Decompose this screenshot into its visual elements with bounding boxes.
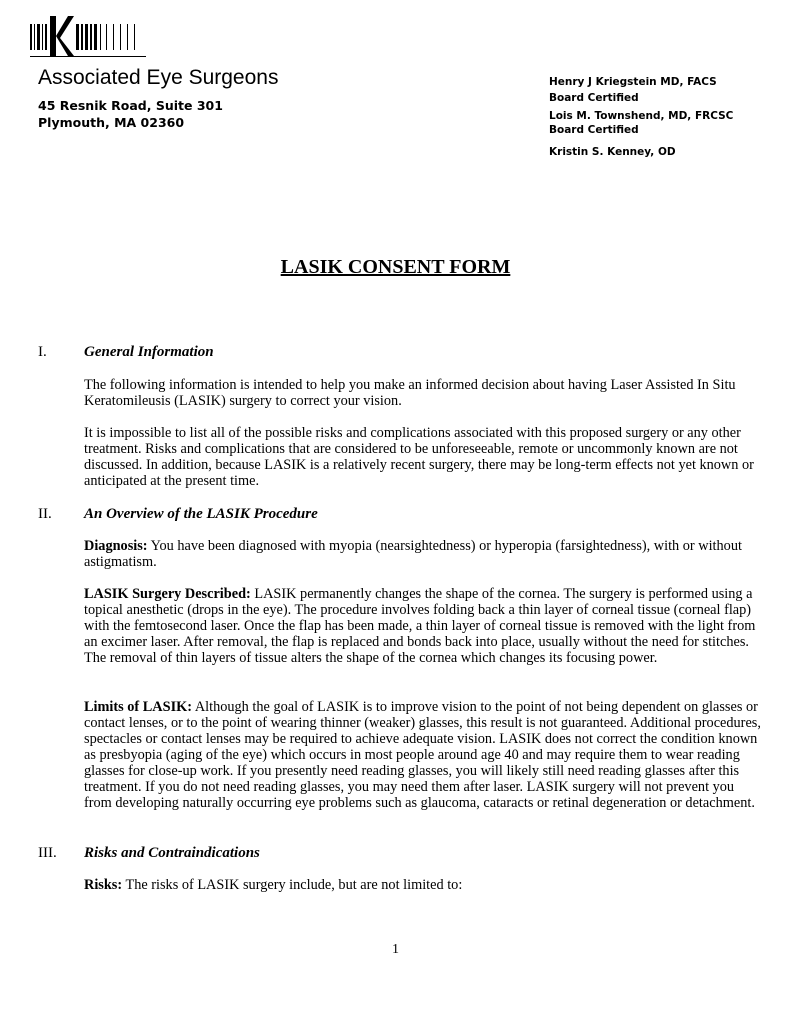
paragraph-text: It is impossible to list all of the possible risks and complications associated with this proposed surgery or any other treatment. Risks and complications that are considered to be unforeseeable, remote or uncommonly known are not discussed. In addition, because LASIK is a relatively recent surgery, there may be long-term effects not yet known or anticipated at the present time. (84, 425, 754, 489)
paragraph (84, 586, 764, 666)
doctor-name: Lois M. Townshend, MD, FRCSC (549, 110, 734, 122)
form-title: LASIK CONSENT FORM (280, 256, 511, 278)
doctor-credential: Board Certified (549, 92, 639, 104)
paragraph-text: Although the goal of LASIK is to improve vision to the point of not being dependent on glasses or contact lenses, or to the point of wearing thinner (weaker) glasses, this result is not guaranteed. Additional procedures, spectacles or contact lenses may be required to achieve adequate vision. LASIK does not correct the condition known as presbyopia (aging of the eye) which occurs in most people around age 40 and may require them to wear reading glasses for close-up work. If you presently need reading glasses, you will likely still need reading glasses after this treatment. If you do not need reading glasses, you may need them after laser. LASIK surgery will not prevent you from developing naturally occurring eye problems such as glaucoma, cataracts or retinal degeneration or detachment. (84, 699, 761, 811)
paragraph-lead: Risks: (84, 877, 123, 893)
section-title: An Overview of the LASIK Procedure (84, 506, 318, 522)
practice-name: Associated Eye Surgeons (38, 66, 279, 89)
practice-logo (30, 14, 146, 58)
paragraph-text: The risks of LASIK surgery include, but are not limited to: (122, 877, 463, 893)
section-title: General Information (84, 344, 214, 360)
doctor-credential: Board Certified (549, 124, 639, 136)
doctor-name: Kristin S. Kenney, OD (549, 146, 676, 158)
section-number: II. (38, 506, 52, 522)
section-title: Risks and Contraindications (84, 845, 260, 861)
paragraph-lead: Diagnosis: (84, 538, 148, 554)
doctor-name: Henry J Kriegstein MD, FACS (549, 76, 717, 88)
paragraph (84, 425, 764, 489)
paragraph-lead: Limits of LASIK: (84, 699, 193, 715)
paragraph-lead: LASIK Surgery Described: (84, 586, 251, 602)
address-line-2: Plymouth, MA 02360 (38, 115, 185, 130)
paragraph (84, 538, 764, 570)
address-line-1: 45 Resnik Road, Suite 301 (38, 98, 223, 113)
section-number: I. (38, 344, 47, 360)
paragraph-text: You have been diagnosed with myopia (nearsightedness) or hyperopia (farsightedness), with or without astigmatism. (84, 538, 742, 570)
section-number: III. (38, 845, 57, 861)
paragraph (84, 377, 764, 409)
page-number: 1 (392, 942, 399, 957)
paragraph-text: LASIK permanently changes the shape of the cornea. The surgery is performed using a topical anesthetic (drops in the eye). The procedure involves folding back a thin layer of corneal tissue (corneal flap) with the femtosecond laser. Once the flap has been made, a thin layer of corneal tissue is removed with the light from an excimer laser. After removal, the flap is replaced and bonds back into place, usually without the need for stitches. The removal of thin layers of tissue alters the shape of the cornea which changes its focusing power. (84, 586, 756, 666)
paragraph (84, 699, 764, 811)
paragraph-text: The following information is intended to help you make an informed decision about having Laser Assisted In Situ Keratomileusis (LASIK) surgery to correct your vision. (84, 377, 736, 409)
paragraph (84, 877, 764, 893)
